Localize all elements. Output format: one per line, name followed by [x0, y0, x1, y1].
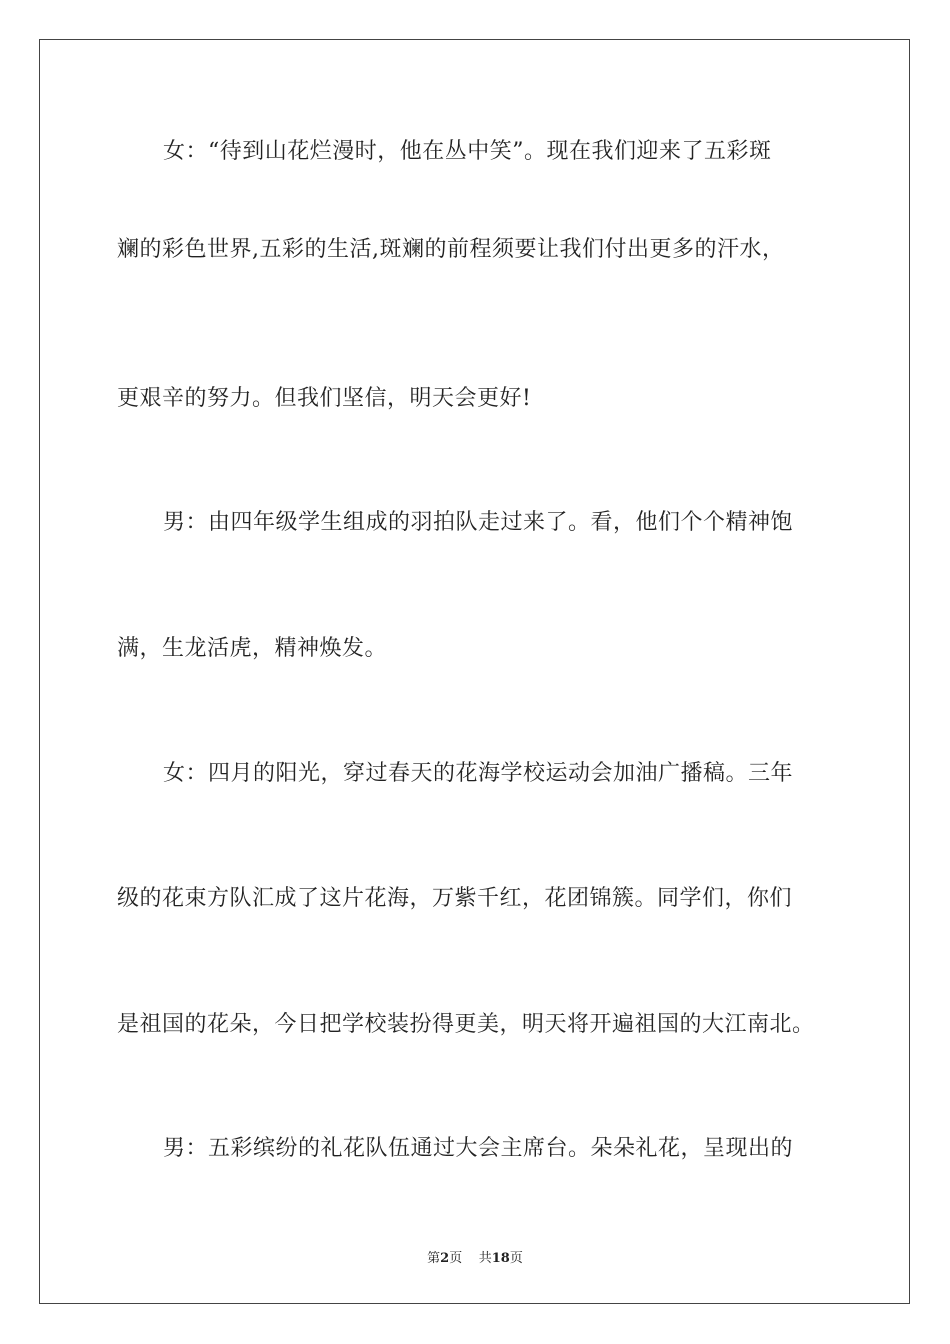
paragraph-line: 是祖国的花朵，今日把学校装扮得更美，明天将开遍祖国的大江南北。 [117, 1012, 815, 1037]
paragraph-line: 女：“待到山花烂漫时，他在丛中笑”。现在我们迎来了五彩斑 [163, 139, 772, 164]
paragraph-line: 更艰辛的努力。但我们坚信，明天会更好! [117, 386, 532, 411]
page-footer [0, 1247, 950, 1266]
total-prefix: 共 [478, 1251, 492, 1266]
paragraph-line: 男：由四年级学生组成的羽拍队走过来了。看，他们个个精神饱 [163, 510, 794, 535]
page-suffix: 页 [449, 1251, 463, 1266]
paragraph-line: 级的花束方队汇成了这片花海，万紫千红，花团锦簇。同学们，你们 [117, 886, 793, 911]
page-border [39, 39, 910, 1304]
total-pages: 18 [491, 1251, 510, 1266]
paragraph-line: 女：四月的阳光，穿过春天的花海学校运动会加油广播稿。三年 [163, 761, 794, 786]
paragraph-line: 男：五彩缤纷的礼花队伍通过大会主席台。朵朵礼花，呈现出的 [163, 1136, 794, 1161]
paragraph-line: 满，生龙活虎，精神焕发。 [117, 636, 388, 661]
paragraph-line: 斓的彩色世界,五彩的生活,斑斓的前程须要让我们付出更多的汗水， [117, 237, 785, 262]
page-number: 2 [440, 1251, 450, 1266]
page-prefix: 第 [427, 1251, 441, 1266]
total-suffix: 页 [509, 1251, 523, 1266]
